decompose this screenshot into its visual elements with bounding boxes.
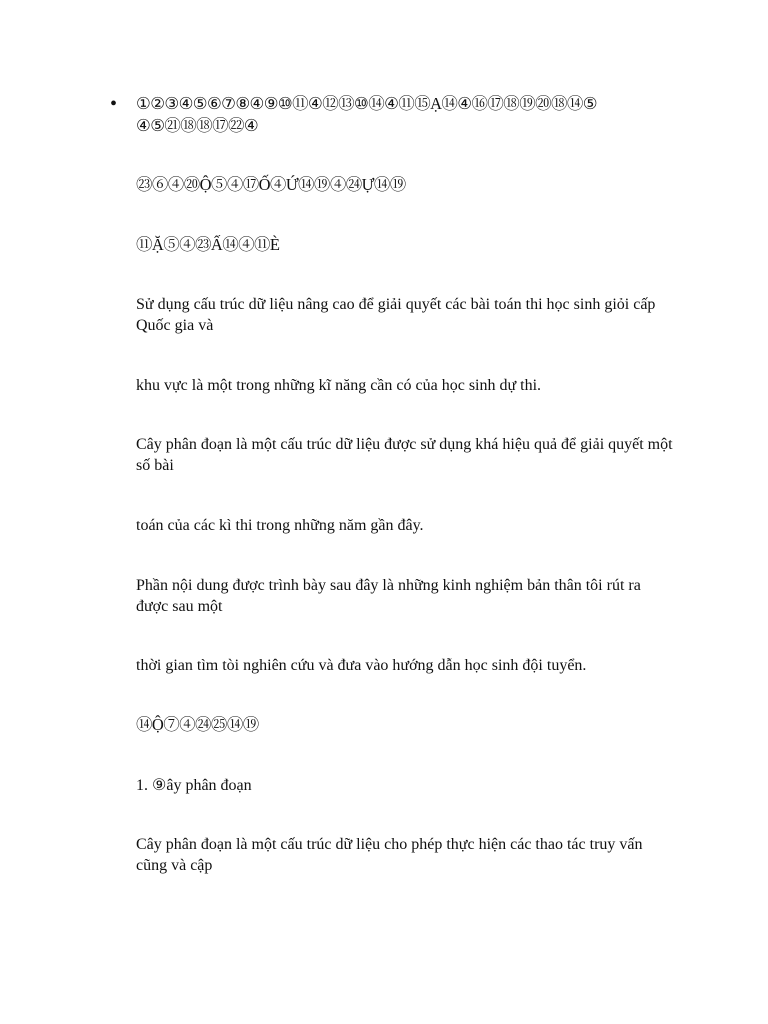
- encoded-paragraph-1: ㉓⑥④⑳Ộ⑤④⑰Ố④Ứ⑭⑲④㉔Ự⑭⑲: [136, 175, 406, 194]
- encoded-heading-line-1: ①②③④⑤⑥⑦⑧④⑨⑩⑪④⑫⑬⑩⑭④⑪⑮Ạ⑭④⑯⑰⑱⑲⑳⑱⑭⑤: [136, 94, 597, 113]
- paragraph-segment-tree-2: toán của các kì thi trong những năm gần đây.: [136, 517, 424, 534]
- section-heading: 1. ⑨ây phân đoạn: [136, 777, 252, 794]
- paragraph-segment-tree-1: Cây phân đoạn là một cấu trúc dữ liệu được sử dụng khá hiệu quả để giải quyết một số bài: [136, 436, 673, 474]
- paragraph-intro-1: Sử dụng cấu trúc dữ liệu nâng cao để giải quyết các bài toán thi học sinh giỏi cấp Quốc gia và: [136, 296, 656, 334]
- encoded-paragraph-2: ⑪Ặ⑤④㉓Ấ⑭④⑪È: [136, 235, 280, 254]
- encoded-section-title: ⑭Ộ⑦④㉔㉕⑭⑲: [136, 715, 259, 734]
- paragraph-experience-2: thời gian tìm tòi nghiên cứu và đưa vào hướng dẫn học sinh đội tuyển.: [136, 657, 587, 674]
- paragraph-experience-1: Phần nội dung được trình bày sau đây là những kinh nghiệm bản thân tôi rút ra được sau một: [136, 577, 641, 615]
- paragraph-intro-2: khu vực là một trong những kĩ năng cần có của học sinh dự thi.: [136, 377, 542, 394]
- encoded-heading-line-2: ④⑤㉑⑱⑱⑰㉒④: [136, 116, 259, 135]
- paragraph-definition: Cây phân đoạn là một cấu trúc dữ liệu cho phép thực hiện các thao tác truy vấn cũng và cập: [136, 836, 643, 874]
- bullet-marker: •: [110, 93, 118, 115]
